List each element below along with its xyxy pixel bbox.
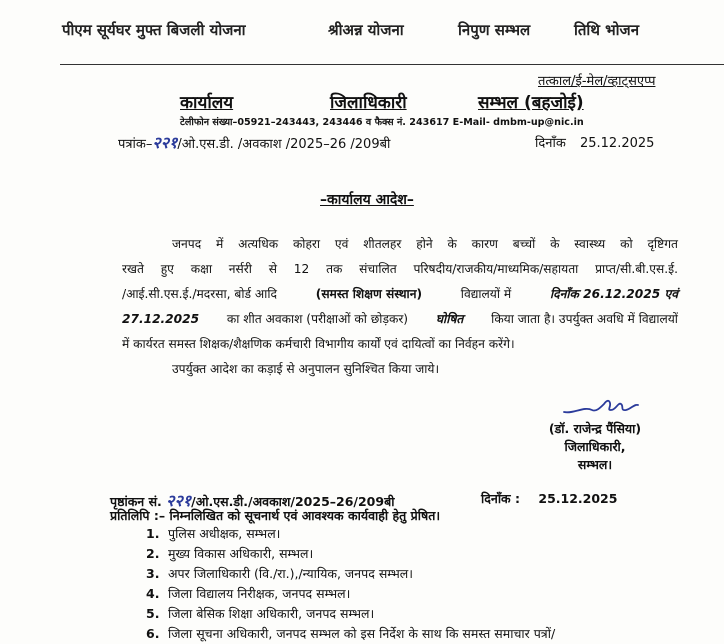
- order-body: [122, 232, 678, 382]
- list-item-number: 1.: [146, 526, 160, 541]
- endorsement-date: [481, 490, 617, 507]
- reference-line: [118, 131, 390, 153]
- list-item-text: जिला सूचना अधिकारी, जनपद सम्भल को इस निर्देश के साथ कि समस्त समाचार पत्रों/: [168, 626, 556, 641]
- body-text-3a: /आई.सी.एस.ई./मदरसा, बोर्ड आदि: [122, 287, 277, 301]
- list-item-text: मुख्य विकास अधिकारी, सम्भल।: [168, 546, 314, 561]
- signatory-place: सम्भल।: [577, 457, 613, 472]
- endorsement-suffix: /ओ.एस.डी./अवकाश/2025–26/209बी: [191, 494, 395, 509]
- list-item: [146, 544, 555, 564]
- body-text-3c: विद्यालयों में: [460, 287, 512, 301]
- recipient-list: [146, 524, 555, 644]
- list-item: [146, 584, 555, 604]
- body-line-1: [122, 232, 678, 257]
- office-designation: जिलाधिकारी: [330, 93, 407, 113]
- body-text-4a: 27.12.2025: [122, 312, 200, 326]
- body-text-3d: दिनाँक 26.12.2025 एवं: [549, 287, 678, 301]
- body-text-6: उपर्युक्त आदेश का कड़ाई से अनुपालन सुनिश्चित किया जाये।: [172, 362, 440, 376]
- list-item-number: 4.: [146, 586, 160, 601]
- list-item-number: 2.: [146, 546, 160, 561]
- signatory-designation: जिलाधिकारी,: [564, 439, 626, 454]
- copy-to-heading: प्रतिलिपि :– निम्नलिखित को सूचनार्थ एवं आवश्यक कार्यवाही हेतु प्रेषित।: [110, 508, 441, 523]
- list-item: [146, 564, 555, 584]
- body-text-2: रखते हुए कक्षा नर्सरी से 12 तक संचालित परिषदीय/राजकीय/माध्यमिक/सहायता प्राप्त/सी.बी.एस.ई.: [122, 262, 678, 276]
- endorsement-date-label: दिनाँक :: [481, 491, 521, 506]
- signature-icon: [560, 392, 640, 420]
- endorsement-date-value: 25.12.2025: [538, 491, 618, 506]
- order-title: –कार्यालय आदेश–: [320, 192, 414, 208]
- list-item: [146, 624, 555, 644]
- body-text-3b: (समस्त शिक्षण संस्थान): [315, 287, 423, 301]
- list-item-text: पुलिस अधीक्षक, सम्भल।: [168, 526, 281, 541]
- body-line-5: [122, 332, 678, 357]
- scheme-tithi-bhojan: तिथि भोजन: [574, 21, 640, 39]
- list-item-text: जिला बेसिक शिक्षा अधिकारी, जनपद सम्भल।: [168, 606, 375, 621]
- list-item: [146, 524, 555, 544]
- body-line-6: [122, 357, 678, 382]
- office-contact: टेलीफोन संख्या–05921–243443, 243446 व फैक्स नं. 243617 E-Mail- dmbm-up@nic.in: [180, 117, 584, 128]
- banner-divider: [60, 64, 724, 65]
- body-line-2: [122, 257, 678, 282]
- body-line-3: [122, 282, 678, 307]
- reference-number: २२१: [152, 133, 178, 152]
- scheme-surya-ghar: पीएम सूर्यघर मुफ्त बिजली योजना: [62, 21, 246, 39]
- reference-date-label: दिनाँक: [535, 136, 566, 151]
- list-item: [146, 604, 555, 624]
- list-item-text: अपर जिलाधिकारी (वि./रा.),/न्यायिक, जनपद सम्भल।: [168, 566, 414, 581]
- body-text-4c: घोषित: [435, 312, 464, 326]
- list-item-number: 6.: [146, 626, 160, 641]
- body-text-4b: का शीत अवकाश (परीक्षाओं को छोड़कर): [226, 312, 409, 326]
- body-text-4d: किया जाता है। उपर्युक्त अवधि में विद्यालयों: [491, 312, 678, 326]
- signatory-name: (डॉ. राजेन्द्र पैंसिया): [548, 421, 642, 436]
- list-item-number: 5.: [146, 606, 160, 621]
- scheme-shri-ann: श्रीअन्न योजना: [328, 21, 404, 39]
- body-text-1: जनपद में अत्यधिक कोहरा एवं शीतलहर होने के कारण बच्चों के स्वास्थ्य को दृष्टिगत: [172, 237, 678, 251]
- list-item-number: 3.: [146, 566, 160, 581]
- body-line-4: [122, 307, 678, 332]
- scheme-nipun-sambhal: निपुण सम्भल: [458, 21, 531, 39]
- list-item-text: जिला विद्यालय निरीक्षक, जनपद सम्भल।: [168, 586, 351, 601]
- reference-date: [535, 133, 654, 151]
- endorsement-prefix: पृष्ठांकन सं.: [110, 494, 162, 509]
- delivery-note: तत्काल/ई-मेल/व्हाट्सएप्प: [538, 74, 656, 89]
- body-text-5: में कार्यरत समस्त शिक्षक/शैक्षणिक कर्मचारी विभागीय कार्यों एवं दायित्वों का निर्वहन करेंगे।: [122, 337, 515, 351]
- reference-suffix: /ओ.एस.डी. /अवकाश /2025–26 /209बी: [177, 137, 391, 152]
- office-location: सम्भल (बहजोई): [478, 93, 584, 113]
- reference-prefix: पत्रांक–: [118, 137, 153, 152]
- office-label: कार्यालय: [180, 93, 234, 113]
- endorsement-number: २२१: [166, 491, 192, 510]
- reference-date-value: 25.12.2025: [579, 136, 655, 151]
